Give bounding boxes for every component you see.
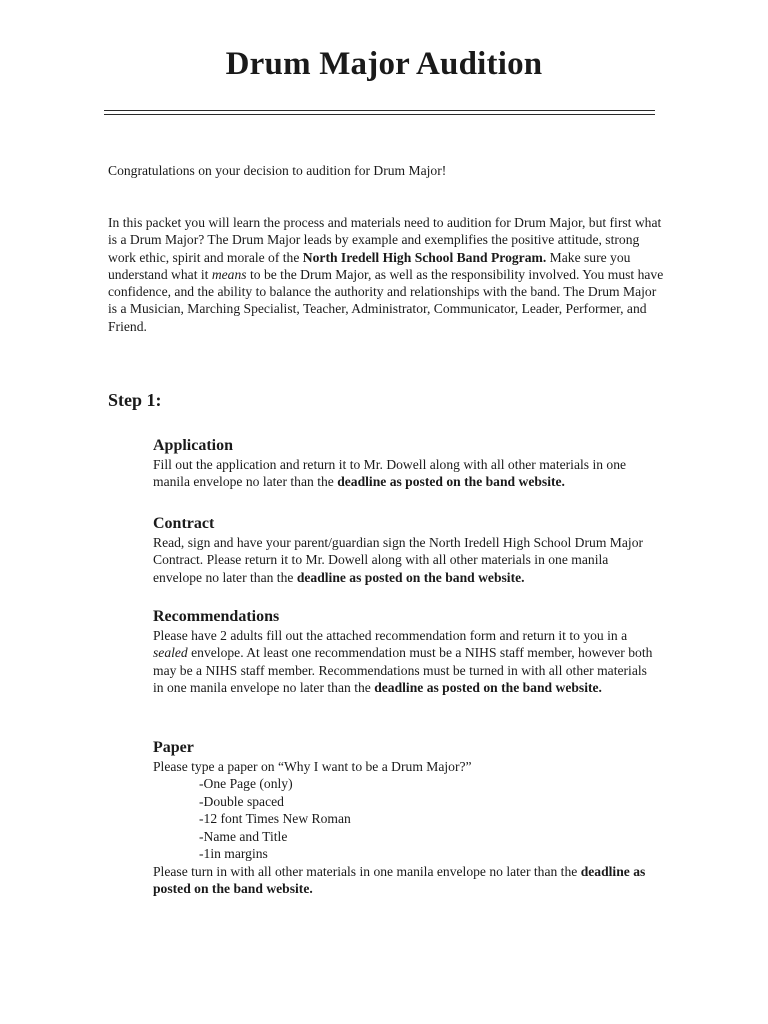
intro-text-c: to be the Drum Major, as well as the responsibility involved. You must have confidence, and the ability to balance the authority and relationships with the band. The Drum Major is a Musician, Marching Specialist, Teacher, Administrator, Communicator, Leader, Performer, and Friend. (108, 266, 664, 334)
title-rule-top (104, 110, 655, 111)
application-text (153, 456, 653, 491)
application-deadline: deadline as posted on the band website. (337, 474, 565, 490)
paper-intro: Please type a paper on “Why I want to be a Drum Major?” (153, 759, 472, 774)
contract-text (153, 534, 653, 586)
paper-section (153, 738, 653, 897)
intro-text-b: Make sure you understand what it (108, 249, 631, 282)
intro-paragraph (108, 214, 668, 335)
congratulations-paragraph: Congratulations on your decision to audition for Drum Major! (108, 163, 447, 178)
application-heading: Application (153, 437, 234, 454)
page-title: Drum Major Audition (225, 46, 543, 82)
paper-requirement: -Double spaced (199, 793, 284, 809)
paper-requirement: -12 font Times New Roman (199, 811, 351, 827)
recommendations-heading: Recommendations (153, 608, 280, 625)
intro-text-a: In this packet you will learn the process and materials need to audition for Drum Major, but first what is a Drum Major? The Drum Major leads by example and exemplifies the positive attitude, strong work ethic, spirit and morale of the (108, 215, 662, 265)
paper-outro (153, 863, 653, 898)
title-rule-bottom (104, 114, 655, 115)
contract-heading: Contract (153, 515, 215, 532)
paper-requirement: -One Page (only) (199, 776, 293, 792)
recommendations-text (153, 627, 653, 696)
recommendations-body-b: envelope. At least one recommendation must be a NIHS staff member, however both may be a NIHS staff member. Recommendations must be turned in with all other materials in one manila envelope no later than the (153, 645, 653, 695)
recommendations-section (153, 607, 653, 696)
paper-outro-body: Please turn in with all other materials in one manila envelope no later than the (153, 863, 581, 879)
paper-heading: Paper (153, 739, 194, 756)
means-emphasis: means (211, 266, 247, 282)
paper-deadline: deadline as posted on the band website. (153, 863, 646, 897)
paper-requirement: -1in margins (199, 846, 268, 862)
recommendations-body-a: Please have 2 adults fill out the attached recommendation form and return it to you in a (153, 628, 628, 643)
contract-deadline: deadline as posted on the band website. (296, 569, 525, 585)
recommendations-deadline: deadline as posted on the band website. (374, 679, 602, 695)
sealed-emphasis: sealed (153, 645, 188, 661)
application-body: Fill out the application and return it to Mr. Dowell along with all other materials in one manila envelope no later than the (153, 457, 627, 490)
program-name: North Iredell High School Band Program. (302, 249, 547, 265)
paper-requirement: -Name and Title (199, 828, 288, 844)
step-heading: Step 1: (108, 390, 162, 410)
application-section (153, 436, 653, 491)
contract-section (153, 514, 653, 586)
contract-body: Read, sign and have your parent/guardian sign the North Iredell High School Drum Major Contract. Please return it to Mr. Dowell along with all other materials in one manila envelope no later than the (153, 535, 644, 585)
